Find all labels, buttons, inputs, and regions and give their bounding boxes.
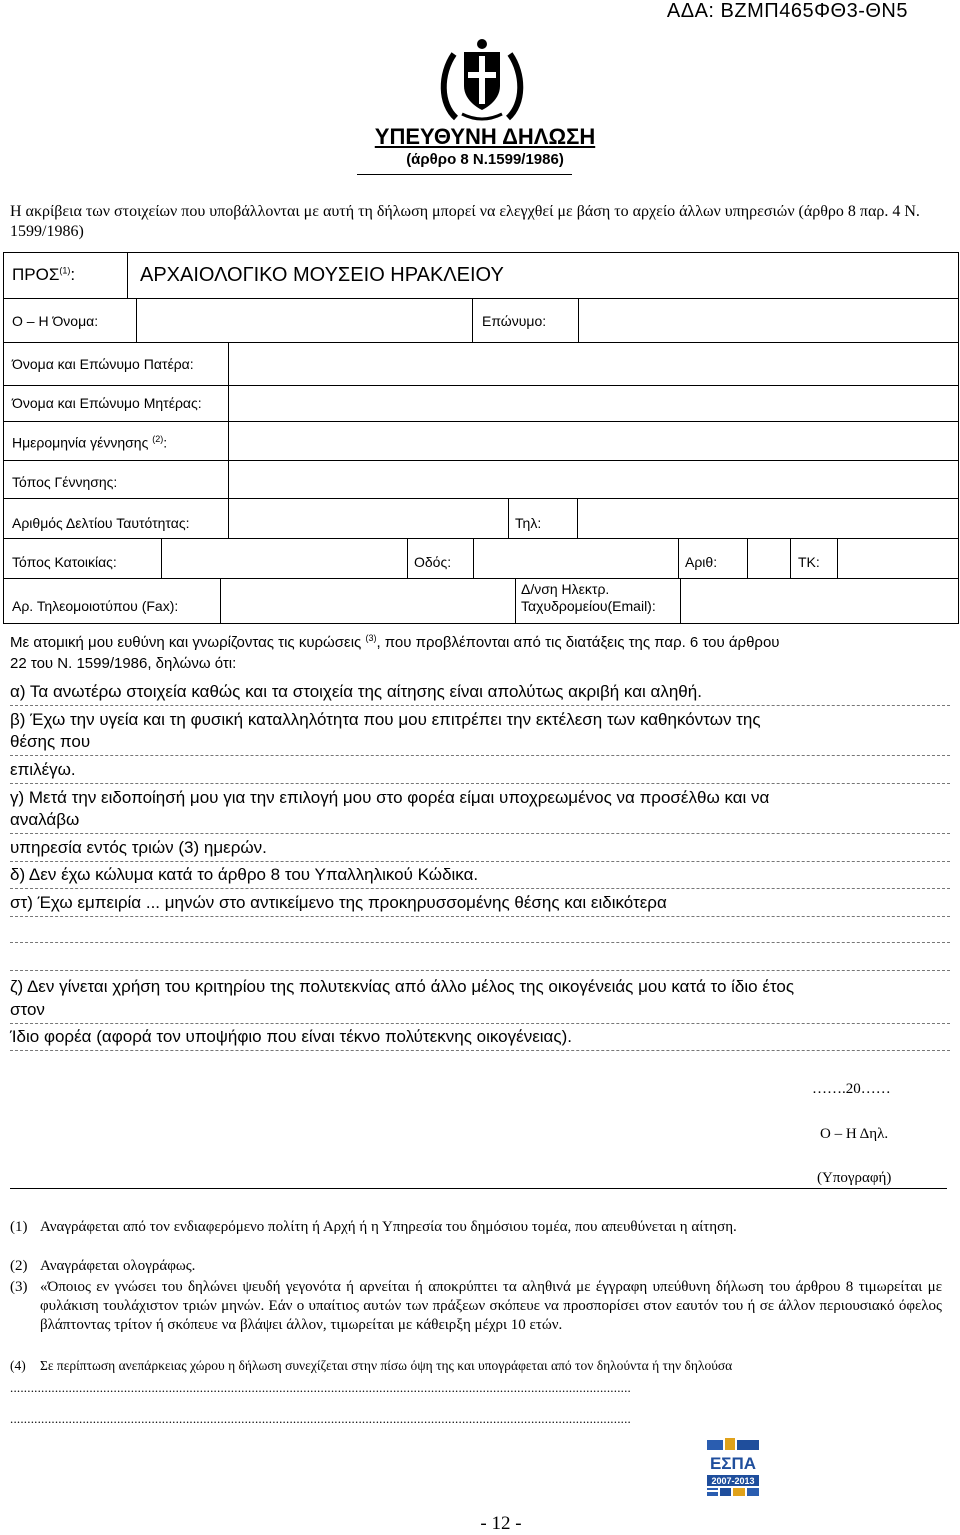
espa-logo xyxy=(703,1438,763,1500)
col-divider xyxy=(680,578,681,624)
col-divider xyxy=(161,538,162,578)
declaration-intro-line2: 22 του Ν. 1599/1986, δηλώνω ότι: xyxy=(10,655,237,672)
dashed-rule xyxy=(10,755,950,756)
dashed-rule xyxy=(10,1050,950,1051)
father-name-label: Όνομα και Επώνυμο Πατέρα: xyxy=(12,356,194,372)
dashed-rule xyxy=(10,942,950,943)
dashed-rule xyxy=(10,1023,950,1024)
first-name-label: Ο – Η Όνομα: xyxy=(12,313,99,329)
espa-years-text: 2007-2013 xyxy=(711,1476,755,1486)
dashed-rule xyxy=(10,888,950,889)
footnote-4: (4) Σε περίπτωση ανεπάρκειας χώρου η δήλωση συνεχίζεται στην πίσω όψη της και υπογράφεται από τον δηλούντα ή την δηλούσα xyxy=(10,1358,733,1373)
col-divider xyxy=(837,538,838,578)
col-divider xyxy=(577,498,578,538)
col-divider xyxy=(136,298,137,342)
statement-a: α) Τα ανωτέρω στοιχεία καθώς και τα στοιχεία της αίτησης είναι απολύτως ακριβή και αληθή. xyxy=(10,682,702,701)
dashed-rule xyxy=(10,705,950,706)
page-number: - 12 - xyxy=(480,1513,522,1534)
statement-b: β) Έχω την υγεία και τη φυσική καταλληλότητα που μου επιτρέπει την εκτέλεση των καθηκόντων της xyxy=(10,710,761,729)
col-divider xyxy=(508,498,509,538)
street-number-label: Αριθ: xyxy=(685,554,718,570)
dotted-line: .................................................................................................................................................................................... xyxy=(10,1411,631,1426)
statement-c: γ) Μετά την ειδοποίησή μου για την επιλογή μου στο φορέα είμαι υποχρεωμένος να προσέλθω και να xyxy=(10,788,770,807)
row-divider xyxy=(3,421,959,422)
document-subtitle: (άρθρο 8 Ν.1599/1986) xyxy=(406,151,564,168)
row-divider xyxy=(3,460,959,461)
signature-label: (Υπογραφή) xyxy=(817,1170,892,1186)
col-divider xyxy=(678,538,679,578)
dashed-rule xyxy=(10,783,950,784)
statement-b-cont: θέσης που xyxy=(10,732,91,751)
statement-c-cont: υπηρεσία εντός τριών (3) ημερών. xyxy=(10,838,267,857)
declarant-label: Ο – Η Δηλ. xyxy=(820,1126,889,1142)
statement-b-cont: επιλέγω. xyxy=(10,760,76,779)
email-label-line2: Ταχυδρομείου(Email): xyxy=(521,598,656,614)
footnote-1: (1) Αναγράφεται από τον ενδιαφερόμενο πολίτη ή Αρχή ή η Υπηρεσία του δημόσιου τομέα, που απευθύνεται η αίτηση. xyxy=(10,1219,737,1235)
residence-label: Τόπος Κατοικίας: xyxy=(12,554,117,570)
signature-date: …….20…… xyxy=(812,1081,891,1097)
declaration-intro-line1: Με ατομική μου ευθύνη και γνωρίζοντας τις κυρώσεις $^{(3)}$, που προβλέπονται από τις διατάξεις της παρ. 6 του άρθρου xyxy=(10,633,780,651)
ada-code: ΑΔΑ: ΒΖΜΠ465ΦΘ3-ΘΝ5 xyxy=(666,0,908,22)
col-divider xyxy=(127,252,128,298)
id-card-label: Αριθμός Δελτίου Ταυτότητας: xyxy=(12,515,190,531)
footnote-2: (2) Αναγράφεται ολογράφως. xyxy=(10,1258,196,1274)
col-divider xyxy=(228,342,229,498)
row-divider xyxy=(3,385,959,386)
row-divider xyxy=(3,342,959,343)
pros-label: ΠΡΟΣ$^{(1)}$: xyxy=(12,265,76,284)
recipient-name: ΑΡΧΑΙΟΛΟΓΙΚΟ ΜΟΥΣΕΙΟ ΗΡΑΚΛΕΙΟΥ xyxy=(140,264,504,286)
col-divider xyxy=(220,578,221,624)
col-divider xyxy=(747,538,748,578)
row-divider xyxy=(3,538,959,539)
document-title: ΥΠΕΥΘΥΝΗ ΔΗΛΩΣΗ xyxy=(374,124,596,149)
row-divider xyxy=(3,498,959,499)
street-label: Οδός: xyxy=(414,554,452,570)
title-underline xyxy=(357,174,572,175)
phone-label: Τηλ: xyxy=(515,515,542,531)
intro-paragraph: Η ακρίβεια των στοιχείων που υποβάλλονται με αυτή τη δήλωση μπορεί να ελεγχθεί με βάση το αρχείο άλλων υπηρεσιών (άρθρο 8 παρ. 4 Ν. 1599/1986) xyxy=(10,203,920,240)
greek-coat-of-arms-emblem xyxy=(434,34,530,126)
statement-z-cont: στον xyxy=(10,1000,45,1019)
row-divider xyxy=(3,298,959,299)
dashed-rule xyxy=(10,916,950,917)
statement-st: στ) Έχω εμπειρία ... μηνών στο αντικείμενο της προκηρυσσομένης θέσης και ειδικότερα xyxy=(10,893,667,912)
footnotes-rule xyxy=(10,1188,947,1189)
fax-label: Αρ. Τηλεομοιοτύπου (Fax): xyxy=(12,598,179,614)
row-divider xyxy=(3,578,959,579)
col-divider xyxy=(578,298,579,342)
col-divider xyxy=(515,578,516,624)
statement-c-cont: αναλάβω xyxy=(10,810,80,829)
footnote-3: (3) «Όποιος εν γνώσει του δηλώνει ψευδή γεγονότα ή αρνείται ή αποκρύπτει τα αληθινά με έγγραφη υπεύθυνη δήλωση του άρθρου 8 τιμωρείται με φυλάκιση τουλάχιστον τριών μηνών. Εάν ο υπαίτιος αυτών των πράξεων σκόπευε να προσπορίσει στον εαυτόν του ή σε άλλον περιουσιακό όφελος βλάπτοντας τρίτον ή σκόπευε να βλάψει άλλον, τιμωρείται με κάθειρξη μέχρι 10 ετών. xyxy=(10,1279,942,1333)
col-divider xyxy=(228,498,229,538)
birthplace-label: Τόπος Γέννησης: xyxy=(12,474,118,490)
postcode-label: ΤΚ: xyxy=(798,554,820,570)
dotted-line: .................................................................................................................................................................................... xyxy=(10,1380,631,1395)
col-divider xyxy=(473,538,474,578)
espa-logo-text: ΕΣΠΑ xyxy=(709,1454,757,1473)
col-divider xyxy=(472,298,473,342)
statement-z-cont: Ίδιο φορέα (αφορά τον υποψήφιο που είναι τέκνο πολύτεκνης οικογένειας). xyxy=(10,1027,572,1046)
email-label-line1: Δ/νση Ηλεκτρ. xyxy=(521,581,610,597)
mother-name-label: Όνομα και Επώνυμο Μητέρας: xyxy=(12,395,202,411)
col-divider xyxy=(407,538,408,578)
col-divider xyxy=(790,538,791,578)
dashed-rule xyxy=(10,861,950,862)
statement-z: ζ) Δεν γίνεται χρήση του κριτηρίου της πολυτεκνίας από άλλο μέλος της οικογένειάς μου κατά το ίδιο έτος xyxy=(10,977,795,996)
dashed-rule xyxy=(10,970,950,971)
dashed-rule xyxy=(10,833,950,834)
surname-label: Επώνυμο: xyxy=(482,313,547,329)
birthdate-label: Ημερομηνία γέννησης $^{(2)}$: xyxy=(12,434,168,451)
statement-d: δ) Δεν έχω κώλυμα κατά το άρθρο 8 του Υπαλληλικού Κώδικα. xyxy=(10,865,479,884)
